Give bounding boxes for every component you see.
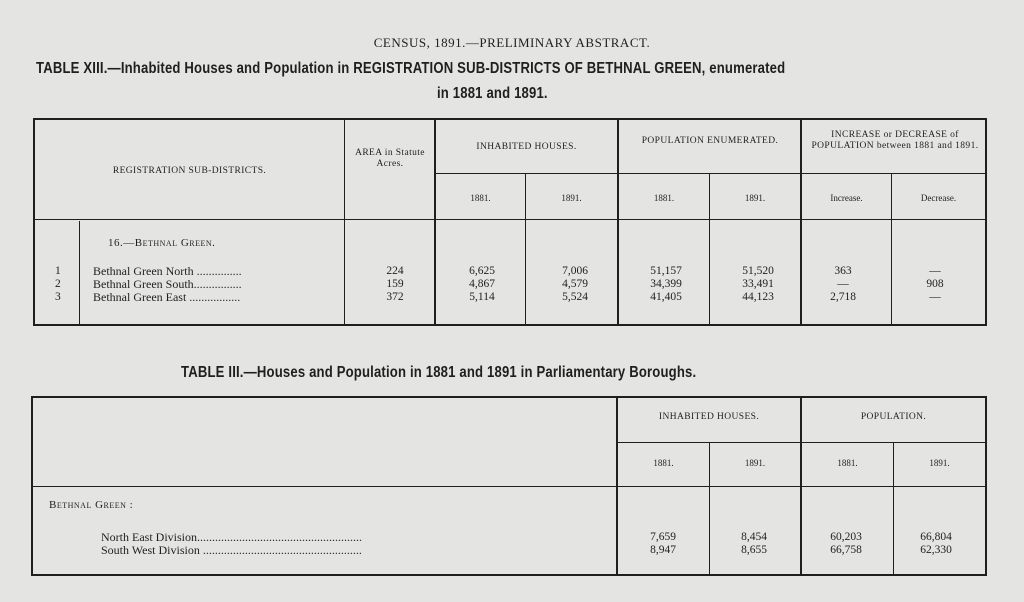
year-pop-1881: 1881. — [837, 458, 858, 468]
row-houses-1891: 8,655 — [741, 544, 767, 556]
row-name: South West Division ..................................................... — [101, 543, 362, 557]
row-pop-1881: 34,399 — [650, 278, 682, 290]
row-houses-1881: 6,625 — [469, 265, 495, 277]
row-name: North East Division....................................................... — [101, 530, 362, 544]
row-pop-1881: 51,157 — [650, 265, 682, 277]
census-heading: CENSUS, 1891.—PRELIMINARY ABSTRACT. — [373, 35, 651, 50]
row-area: 372 — [386, 291, 404, 303]
row-pop-1891: 33,491 — [742, 278, 774, 290]
year-pop-1891: 1891. — [744, 193, 766, 203]
table3-title: TABLE III.—Houses and Population in 1881 and 1891 in Parliamentary Boroughs. — [181, 364, 697, 381]
row-decrease: 908 — [926, 278, 944, 290]
row-houses-1881: 5,114 — [469, 291, 495, 303]
row-name: Bethnal Green North ............... — [93, 264, 242, 278]
row-pop-1891: 51,520 — [742, 265, 774, 277]
row-increase: 363 — [834, 265, 852, 277]
header-increase: Increase. — [830, 193, 863, 203]
year-pop-1881: 1881. — [653, 193, 675, 203]
group-label-bethnal-green: 16.—Bethnal Green. — [108, 237, 216, 249]
header-population: POPULATION. — [860, 412, 927, 422]
group-label-bethnal-green: Bethnal Green : — [49, 499, 134, 511]
row-houses-1881: 7,659 — [650, 531, 676, 543]
header-decrease: Decrease. — [920, 193, 957, 203]
row-pop-1881: 41,405 — [650, 291, 682, 303]
row-houses-1891: 4,579 — [562, 278, 588, 290]
table13 — [33, 118, 987, 326]
row-pop-1881: 66,758 — [830, 544, 862, 556]
year-pop-1891: 1891. — [929, 458, 950, 468]
row-increase: — — [837, 278, 849, 290]
header-inhabited-houses: INHABITED HOUSES. — [476, 142, 577, 152]
row-decrease: — — [929, 265, 941, 277]
year-houses-1881: 1881. — [653, 458, 674, 468]
row-houses-1881: 8,947 — [650, 544, 676, 556]
row-houses-1891: 5,524 — [562, 291, 588, 303]
table13-title-line1: TABLE XIII.—Inhabited Houses and Population in REGISTRATION SUB-DISTRICTS OF BETHNAL GREEN, enumerated — [36, 60, 786, 77]
header-population-enumerated: POPULATION ENUMERATED. — [641, 136, 779, 146]
row-name: Bethnal Green South................ — [93, 277, 242, 291]
row-houses-1881: 4,867 — [469, 278, 495, 290]
row-area: 224 — [386, 265, 404, 277]
row-houses-1891: 7,006 — [562, 265, 588, 277]
row-name: Bethnal Green East ................. — [93, 290, 241, 304]
table3 — [31, 396, 987, 576]
header-area: AREA in Statute Acres. — [355, 148, 425, 169]
row-pop-1891: 62,330 — [920, 544, 952, 556]
year-houses-1891: 1891. — [561, 193, 582, 203]
row-number: 3 — [55, 291, 61, 303]
row-number: 2 — [55, 278, 61, 290]
row-pop-1891: 44,123 — [742, 291, 774, 303]
row-houses-1891: 8,454 — [741, 531, 767, 543]
table13-title-line2: in 1881 and 1891. — [437, 85, 548, 102]
year-houses-1881: 1881. — [470, 193, 491, 203]
row-number: 1 — [55, 265, 61, 277]
row-increase: 2,718 — [830, 291, 856, 303]
header-increase-decrease: INCREASE or DECREASE of POPULATION between 1881 and 1891. — [811, 130, 979, 151]
row-area: 159 — [386, 278, 404, 290]
header-subdistricts: REGISTRATION SUB-DISTRICTS. — [112, 166, 267, 176]
row-pop-1881: 60,203 — [830, 531, 862, 543]
year-houses-1891: 1891. — [744, 458, 766, 468]
row-pop-1891: 66,804 — [920, 531, 952, 543]
header-inhabited-houses: INHABITED HOUSES. — [658, 412, 760, 422]
row-decrease: — — [929, 291, 941, 303]
